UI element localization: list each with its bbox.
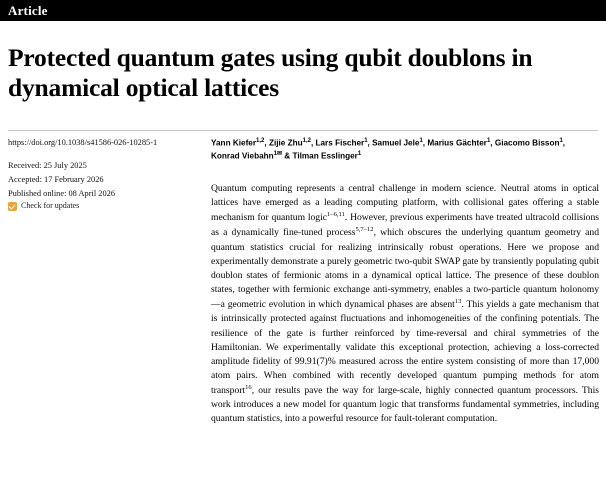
check-for-updates-label: Check for updates [21,201,80,210]
author-list [211,137,599,163]
check-for-updates-button[interactable] [8,201,79,212]
received-date: Received: 25 July 2025 [8,161,87,171]
accepted-date: Accepted: 17 February 2026 [8,175,104,185]
publication-dates [8,160,193,199]
author-line-1: Yann Kiefer$^{1,2}$, Zijie Zhu$^{1,2}$, Lars Fischer$^1$, Samuel Jele$^1$, Marius Gächter$^1$, Giacomo Bisson$^1$, [211,138,566,148]
article-type-label: Article [8,3,48,18]
check-badge-icon [8,202,17,211]
doi-link[interactable]: https://doi.org/10.1038/s41586-026-10285-1 [8,138,158,147]
title-divider [8,130,598,131]
article-metadata [8,137,193,210]
article-type-band [0,0,606,21]
published-date: Published online: 08 April 2026 [8,189,116,199]
page-title: Protected quantum gates using qubit doublons in dynamical optical lattices [8,43,533,102]
author-line-2: Konrad Viebahn$^{1✉}$ & Tilman Esslinger$^1$ [211,151,362,161]
abstract-text: Quantum computing represents a central challenge in modern science. Neutral atoms in optical lattices have emerged as a leading computing platform, with collisional gates offering a stable mechanism for quantum logic$^{1-6,11}$. However, previous experiments have treated ultracold collisions as a dynamically fine-tuned process$^{5,7-12}$, which obscures the underlying quantum geometry and quantum statistics crucial for realizing intrinsically robust operations. Here we propose and experimentally demonstrate a purely geometric two-qubit SWAP gate by transiently populating qubit doublon states of fermionic atoms in a dynamical optical lattice. The presence of these doublon states, together with fermionic exchange anti-symmetry, enables a two-particle quantum holonomy—a geometric evolution in which dynamical phases are absent$^{13}$. This yields a gate mechanism that is intrinsically protected against fluctuations and inhomogeneities of the confining potentials. The resilience of the gate is further reinforced by time-reversal and chiral symmetries of the Hamiltonian. We experimentally validate this exceptional protection, achieving a loss-corrected amplitude fidelity of 99.91(7)% measured across the entire system consisting of more than 17,000 atom pairs. When combined with recently developed quantum pumping methods for atom transport$^{16}$, our results pave the way for large-scale, highly connected quantum processors. This work introduces a new model for quantum logic that transforms fundamental symmetries, including quantum statistics, into a powerful resource for fault-tolerant computation. [211,183,599,425]
